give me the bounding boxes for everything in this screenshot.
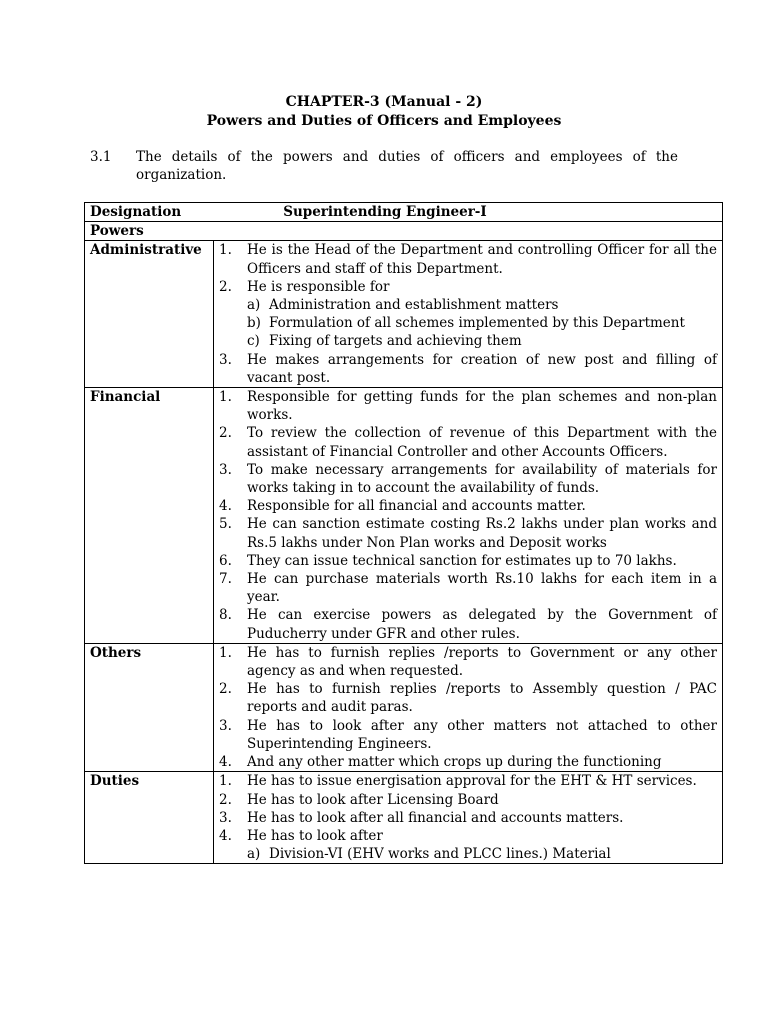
list-item-text: He is the Head of the Department and controlling Officer for all the Officers and staff of this Department. (247, 242, 717, 277)
list-item-text: To review the collection of revenue of this Department with the assistant of Financial Controller and other Accounts Officers. (247, 425, 717, 460)
list-item-number: 5. (219, 516, 232, 533)
list-item (219, 424, 717, 460)
list-item-number: 3. (219, 351, 232, 368)
list-item-number: 2. (219, 425, 232, 442)
list-item-text: He has to furnish replies /reports to Government or any other agency as and when requested. (247, 644, 717, 680)
duties-table (84, 202, 723, 864)
table-row (85, 643, 723, 771)
designation-value: Superintending Engineer-I (283, 204, 487, 220)
list-item-text: He makes arrangements for creation of new post and filling of vacant post. (247, 351, 717, 386)
list-item-number: 1. (219, 242, 232, 259)
list-item-text: Responsible for all financial and accounts matter. (247, 498, 586, 515)
table-row (85, 388, 723, 644)
row-content (214, 388, 723, 644)
list-item-number: 3. (219, 461, 232, 478)
row-content (214, 643, 723, 771)
row-category-label: Duties (85, 772, 214, 864)
list-item-number: 2. (219, 681, 232, 698)
list-item (219, 791, 717, 809)
list-item-text: He is responsible for (247, 278, 390, 295)
list-item-number: 1. (219, 389, 232, 406)
sub-list-item-text: Fixing of targets and achieving them (269, 333, 522, 350)
list-item (219, 570, 717, 606)
list-item-text: They can issue technical sanction for estimates up to 70 lakhs. (247, 552, 677, 569)
list-item-number: 4. (219, 754, 232, 771)
list-item-number: 7. (219, 571, 232, 588)
list-item-text: He has to furnish replies /reports to Assembly question / PAC reports and audit paras. (247, 681, 717, 716)
list-item (219, 552, 717, 570)
list-item-text: He has to look after (247, 827, 383, 844)
table-row (85, 772, 723, 864)
list-item (219, 497, 717, 515)
designation-row (85, 203, 723, 222)
list-item-text: He can exercise powers as delegated by the Government of Puducherry under GFR and other rules. (247, 607, 717, 642)
sub-list-item (219, 332, 717, 350)
sub-list-item-letter: a) (247, 846, 261, 863)
list-item (219, 515, 717, 551)
designation-cell (85, 203, 723, 222)
list-item (219, 644, 717, 680)
list-item-number: 1. (219, 644, 232, 661)
sub-list-item-letter: a) (247, 297, 261, 314)
row-category-label: Others (85, 643, 214, 771)
row-content (214, 772, 723, 864)
row-category-label: Administrative (85, 241, 214, 388)
list-item-text: To make necessary arrangements for availability of materials for works taking in to account the availability of funds. (247, 461, 717, 497)
list-item (219, 351, 717, 387)
designation-label: Designation (90, 204, 182, 220)
powers-label: Powers (85, 222, 723, 241)
section-number: 3.1 (90, 149, 112, 165)
list-item-number: 2. (219, 278, 232, 295)
list-item (219, 717, 717, 753)
list-item (219, 241, 717, 277)
row-content (214, 241, 723, 388)
sub-list-item-text: Formulation of all schemes implemented by this Department (269, 315, 685, 332)
list-item-number: 6. (219, 552, 232, 569)
list-item-number: 4. (219, 498, 232, 515)
powers-row (85, 222, 723, 241)
list-item-number: 3. (219, 717, 232, 734)
list-item-number: 2. (219, 791, 232, 808)
list-item (219, 753, 717, 771)
list-item-number: 3. (219, 809, 232, 826)
list-item-text: And any other matter which crops up during the functioning (247, 754, 662, 771)
list-item-text: He can sanction estimate costing Rs.2 lakhs under plan works and Rs.5 lakhs under Non Plan works and Deposit works (247, 516, 717, 551)
list-item (219, 388, 717, 424)
section-intro-text: The details of the powers and duties of officers and employees of the organization. (136, 149, 678, 184)
list-item (219, 680, 717, 716)
list-item (219, 827, 717, 845)
sub-list-item (219, 314, 717, 332)
list-item-number: 4. (219, 827, 232, 844)
list-item-text: He can purchase materials worth Rs.10 lakhs for each item in a year. (247, 571, 717, 606)
sub-list-item-letter: c) (247, 333, 260, 350)
list-item (219, 461, 717, 497)
row-category-label: Financial (85, 388, 214, 644)
list-item-text: He has to issue energisation approval for the EHT & HT services. (247, 773, 697, 790)
table-body (85, 241, 723, 864)
sub-list-item (219, 296, 717, 314)
sub-list-item (219, 845, 717, 863)
list-item-number: 8. (219, 607, 232, 624)
list-item (219, 772, 717, 790)
sub-list-item-text: Administration and establishment matters (269, 297, 559, 314)
list-item (219, 606, 717, 642)
list-item-number: 1. (219, 773, 232, 790)
list-item (219, 809, 717, 827)
table-row (85, 241, 723, 388)
sub-list-item-text: Division-VI (EHV works and PLCC lines.) Material (269, 846, 611, 863)
list-item-text: He has to look after all financial and accounts matters. (247, 809, 624, 826)
sub-list-item-letter: b) (247, 315, 261, 332)
list-item-text: He has to look after Licensing Board (247, 791, 499, 808)
list-item (219, 278, 717, 296)
list-item-text: Responsible for getting funds for the plan schemes and non-plan works. (247, 389, 717, 424)
page-title: Powers and Duties of Officers and Employees (206, 113, 562, 129)
chapter-heading: CHAPTER-3 (Manual - 2) (285, 94, 483, 110)
list-item-text: He has to look after any other matters not attached to other Superintending Engineers. (247, 717, 717, 752)
